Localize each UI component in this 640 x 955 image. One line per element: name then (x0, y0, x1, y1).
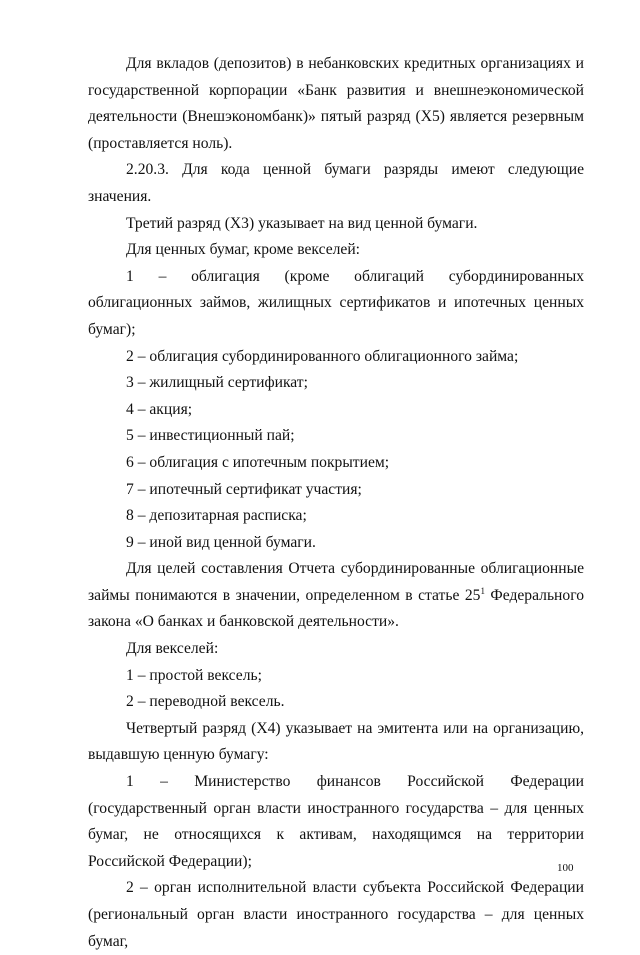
paragraph-text: Федерального закона «О банках и банковской деятельности». (88, 586, 585, 631)
list-item: 5 – инвестиционный пай; (126, 427, 295, 445)
list-item: 7 – ипотечный сертификат участия; (126, 480, 362, 498)
paragraph-footnoted (88, 556, 584, 636)
list-item: 2 – облигация субординированного облигационного займа; (126, 347, 519, 365)
body-text (88, 51, 584, 955)
paragraph: Для ценных бумаг, кроме векселей: (126, 241, 361, 259)
list-item: 2 – переводной вексель. (126, 693, 285, 711)
paragraph: Третий разряд (Х3) указывает на вид ценной бумаги. (126, 214, 478, 232)
paragraph: Для векселей: (126, 640, 219, 658)
list-item: 9 – иной вид ценной бумаги. (126, 533, 316, 551)
paragraph: Четвертый разряд (Х4) указывает на эмитента или на организацию, выдавшую ценную бумагу: (88, 719, 584, 764)
list-item: 1 – облигация (кроме облигаций субординированных облигационных займов, жилищных сертификатов и ипотечных ценных бумаг); (88, 267, 584, 338)
paragraph: Для вкладов (депозитов) в небанковских кредитных организациях и государственной корпорации «Банк развития и внешнеэкономической деятельности (Внешэкономбанк)» пятый разряд (Х5) является резервным (проставляется ноль). (88, 55, 584, 152)
list-item: 1 – простой вексель; (126, 666, 262, 684)
list-item: 3 – жилищный сертификат; (126, 374, 308, 392)
list-item: 6 – облигация с ипотечным покрытием; (126, 453, 390, 471)
list-item: 2 – орган исполнительной власти субъекта Российской Федерации (региональный орган власти иностранного государства – для ценных бумаг, (88, 879, 584, 950)
section-heading: 2.20.3. Для кода ценной бумаги разряды имеют следующие значения. (88, 161, 584, 205)
list-item: 4 – акция; (126, 400, 193, 418)
superscript: 1 (480, 585, 485, 596)
list-item: 8 – депозитарная расписка; (126, 507, 307, 525)
paragraph-text: Для целей составления Отчета субординированные облигационные займы понимаются в значении, определенном в статье 25 (88, 560, 584, 604)
list-item: 1 – Министерство финансов Российской Федерации (государственный орган власти иностранного государства – для ценных бумаг, не относящихся к активам, находящимся на территории Российской Федерации); (88, 773, 584, 870)
page-number: 100 (557, 862, 574, 874)
